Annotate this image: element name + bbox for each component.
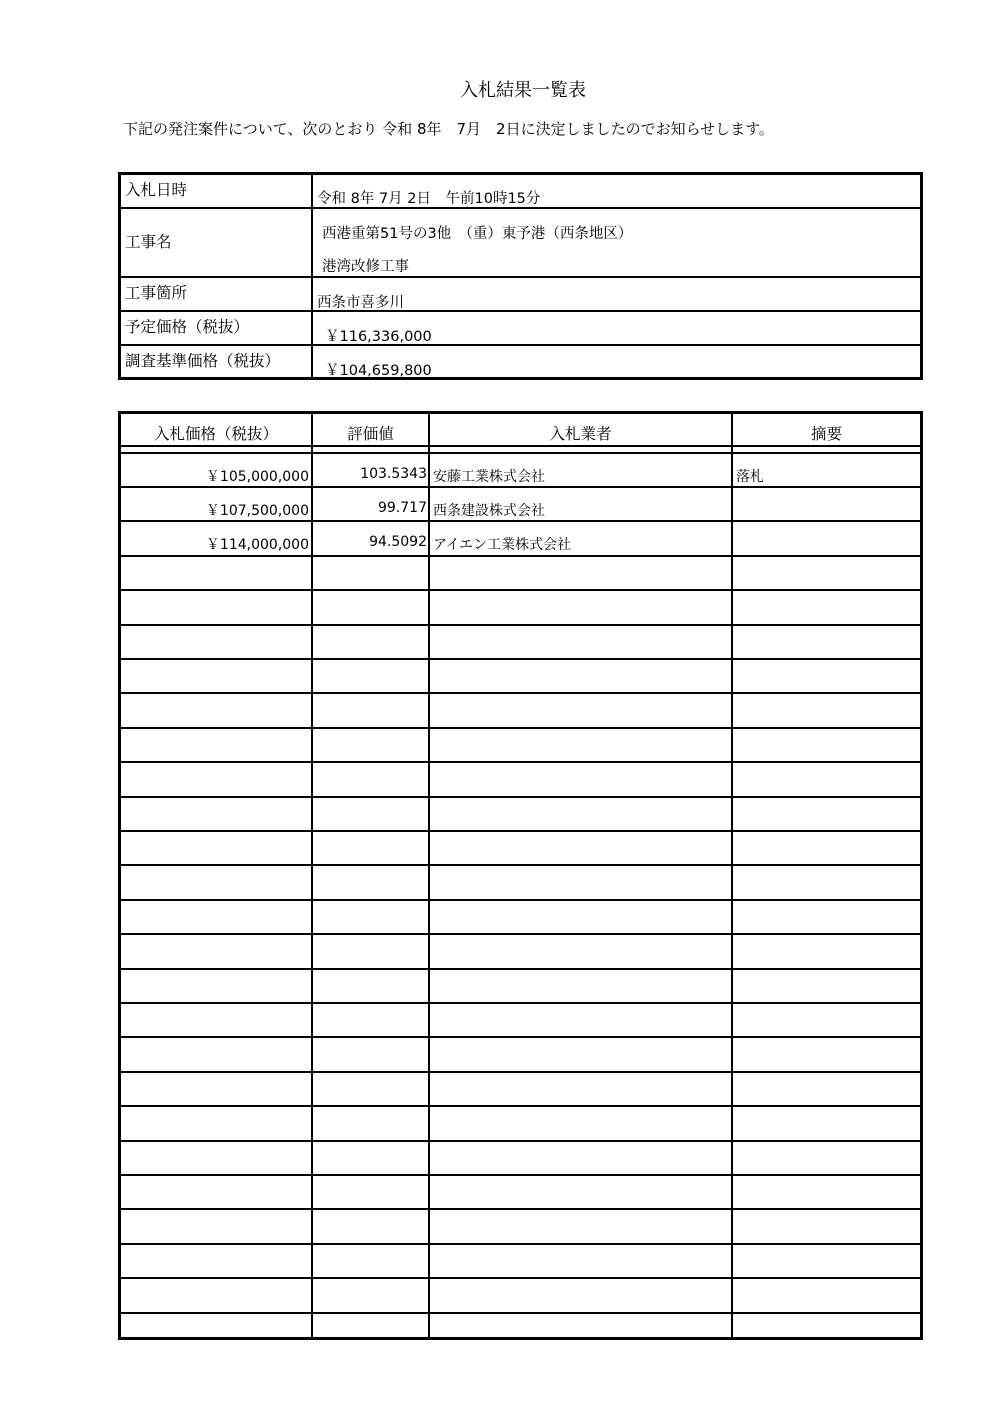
project-info-table — [118, 172, 923, 380]
row2-price: ￥107,500,000 — [205, 503, 309, 519]
row-divider — [121, 933, 920, 935]
row-divider — [121, 1174, 920, 1176]
page-title: 入札結果一覧表 — [460, 80, 586, 101]
row-divider — [121, 899, 920, 901]
project-name-label: 工事名 — [121, 209, 313, 276]
row-divider — [121, 520, 920, 522]
row-divider — [121, 486, 920, 488]
row-divider — [121, 1312, 920, 1314]
row-divider — [121, 968, 920, 970]
row-divider — [121, 830, 920, 832]
row-divider — [121, 761, 920, 763]
row-divider — [121, 1243, 920, 1245]
row2-score: 99.717 — [378, 500, 427, 516]
info-row-bid-date — [121, 175, 920, 209]
header-score: 評価値 — [347, 425, 394, 443]
info-row-location — [121, 278, 920, 312]
row3-price: ￥114,000,000 — [205, 537, 309, 553]
row-divider — [121, 1002, 920, 1004]
bid-date-value: 令和 8年 7月 2日 午前10時15分 — [317, 191, 541, 207]
project-name-line2: 港湾改修工事 — [322, 259, 409, 275]
row-divider — [121, 589, 920, 591]
row-divider — [121, 1277, 920, 1279]
header-company: 入札業者 — [549, 425, 612, 443]
row1-remarks: 落札 — [736, 469, 764, 485]
row-divider — [121, 864, 920, 866]
row-divider — [121, 445, 920, 447]
survey-price-label: 調査基準価格（税抜） — [121, 346, 313, 377]
row-divider — [121, 727, 920, 729]
row-divider — [121, 796, 920, 798]
row-divider — [121, 1036, 920, 1038]
row1-score: 103.5343 — [360, 466, 427, 482]
bid-results-table — [118, 411, 923, 1340]
row-divider — [121, 1105, 920, 1107]
row-divider — [121, 1140, 920, 1142]
column-divider — [428, 414, 430, 1337]
row-divider — [121, 624, 920, 626]
row-divider — [121, 658, 920, 660]
row2-company: 西条建設株式会社 — [433, 503, 545, 519]
location-label: 工事箇所 — [121, 278, 313, 310]
notice-text: 下記の発注案件について、次のとおり 令和 8年 7月 2日に決定しましたのでお知らせします。 — [123, 120, 774, 138]
row-divider — [121, 1071, 920, 1073]
row-divider — [121, 452, 920, 454]
row3-score: 94.5092 — [369, 534, 427, 550]
location-value: 西条市喜多川 — [317, 295, 404, 311]
bid-date-label: 入札日時 — [121, 175, 313, 207]
header-price: 入札価格（税抜） — [153, 425, 278, 443]
row3-company: アイエン工業株式会社 — [433, 537, 572, 553]
planned-price-value: ￥116,336,000 — [325, 329, 432, 345]
row-divider — [121, 692, 920, 694]
survey-price-value: ￥104,659,800 — [325, 363, 432, 379]
column-divider — [731, 414, 733, 1337]
row-divider — [121, 1208, 920, 1210]
info-row-project-name — [121, 209, 920, 278]
row-divider — [121, 555, 920, 557]
planned-price-label: 予定価格（税抜） — [121, 312, 313, 344]
column-divider — [311, 414, 313, 1337]
info-row-survey-price — [121, 346, 920, 377]
info-row-planned-price — [121, 312, 920, 346]
header-remarks: 摘要 — [810, 425, 842, 443]
row1-price: ￥105,000,000 — [205, 469, 309, 485]
row1-company: 安藤工業株式会社 — [433, 469, 545, 485]
project-name-line1: 西港重第51号の3他 （重）東予港（西条地区） — [322, 226, 633, 242]
